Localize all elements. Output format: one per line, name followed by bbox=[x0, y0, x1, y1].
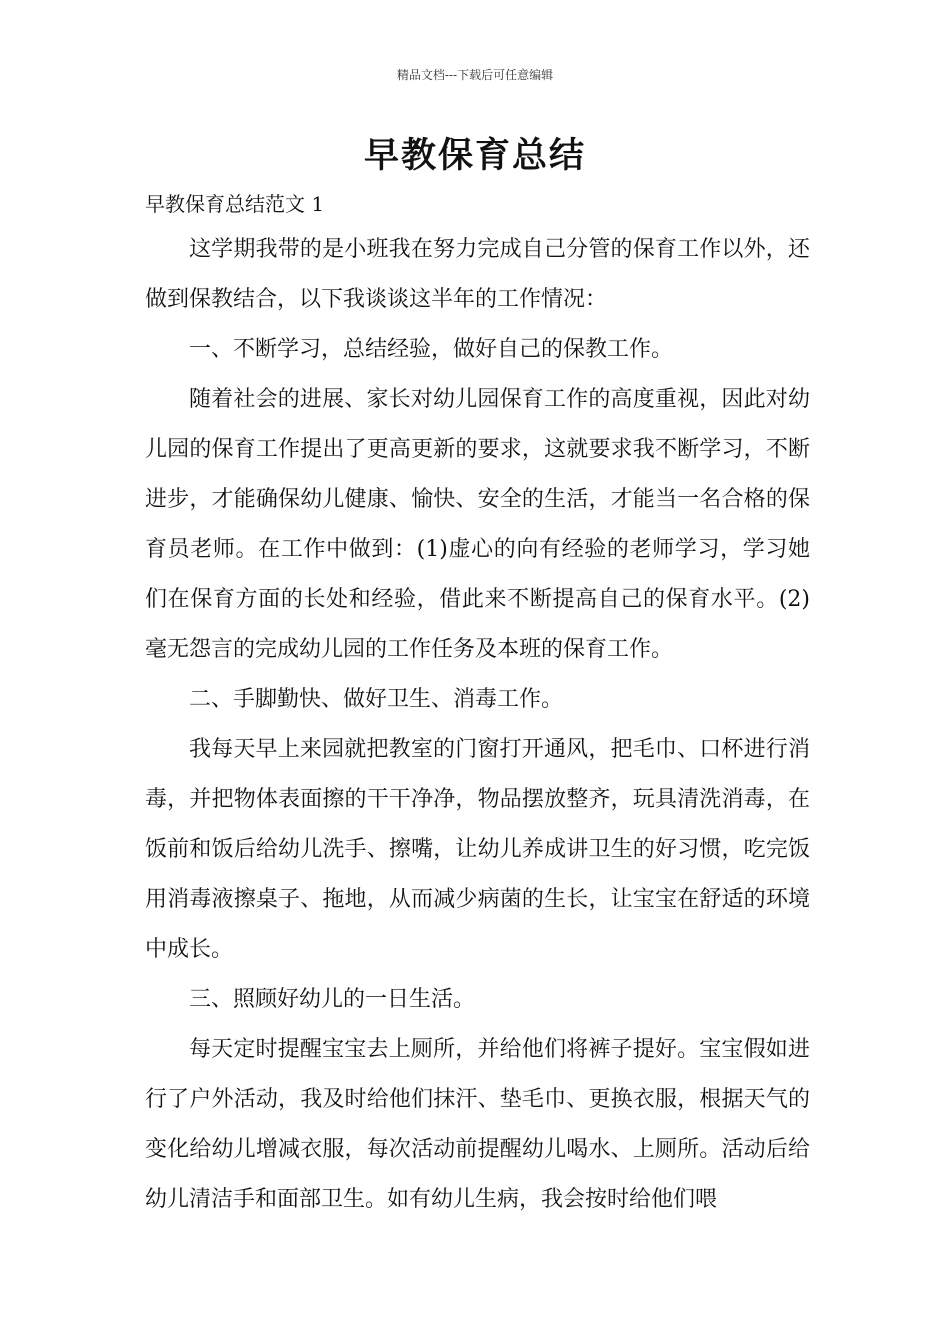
section-heading: 一、不断学习，总结经验，做好自己的保教工作。 bbox=[189, 337, 674, 362]
paragraph: 这学期我带的是小班我在努力完成自己分管的保育工作以外，还做到保教结合，以下我谈谈这半年的工作情况： bbox=[145, 237, 810, 312]
subtitle: 早教保育总结范文 1 bbox=[145, 192, 325, 216]
header-note: 精品文档---下载后可任意编辑 bbox=[396, 68, 554, 82]
paragraph: 我每天早上来园就把教室的门窗打开通风，把毛巾、口杯进行消毒，并把物体表面擦的干干净净，物品摆放整齐，玩具清洗消毒，在饭前和饭后给幼儿洗手、擦嘴，让幼儿养成讲卫生的好习惯，吃完饭用消毒液擦桌子、拖地，从而减少病菌的生长，让宝宝在舒适的环境中成长。 bbox=[145, 737, 810, 962]
section-heading: 三、照顾好幼儿的一日生活。 bbox=[189, 987, 476, 1012]
paragraph: 随着社会的进展、家长对幼儿园保育工作的高度重视，因此对幼儿园的保育工作提出了更高更新的要求，这就要求我不断学习，不断进步，才能确保幼儿健康、愉快、安全的生活，才能当一名合格的保育员老师。在工作中做到：(1)虚心的向有经验的老师学习，学习她们在保育方面的长处和经验，借此来不断提高自己的保育水平。(2)毫无怨言的完成幼儿园的工作任务及本班的保育工作。 bbox=[145, 387, 810, 662]
section-heading: 二、手脚勤快、做好卫生、消毒工作。 bbox=[189, 687, 564, 712]
document-body bbox=[145, 225, 810, 1225]
paragraph: 每天定时提醒宝宝去上厕所，并给他们将裤子提好。宝宝假如进行了户外活动，我及时给他们抹汗、垫毛巾、更换衣服，根据天气的变化给幼儿增减衣服，每次活动前提醒幼儿喝水、上厕所。活动后给幼儿清洁手和面部卫生。如有幼儿生病，我会按时给他们喂 bbox=[145, 1037, 810, 1212]
page-title: 早教保育总结 bbox=[363, 136, 586, 176]
